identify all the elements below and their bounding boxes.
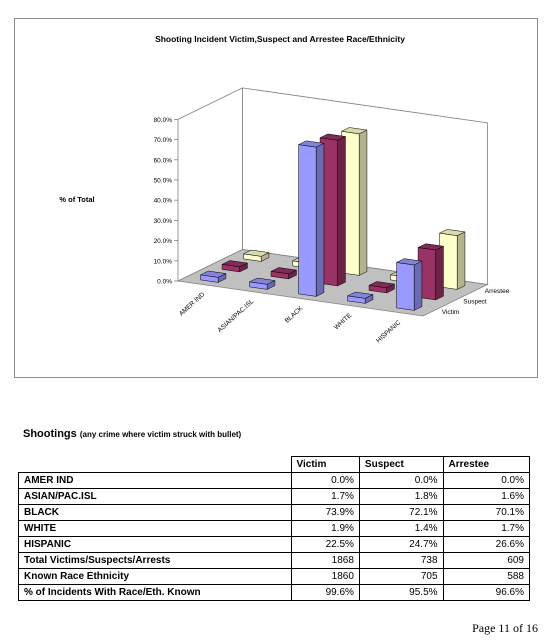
table-cell: 738: [359, 553, 443, 569]
table-header-row: [19, 457, 530, 473]
y-axis-label: % of Total: [59, 195, 95, 204]
chart-title: Shooting Incident Victim,Suspect and Arrestee Race/Ethnicity: [155, 34, 405, 44]
y-tick-label: 70.0%: [153, 137, 172, 145]
table-row: [19, 473, 530, 489]
table-cell: 96.6%: [443, 585, 529, 601]
table-cell: 1.9%: [291, 521, 359, 537]
section-heading: [23, 428, 241, 440]
series-label: Victim: [441, 308, 460, 316]
y-tick-label: 10.0%: [153, 258, 172, 266]
y-tick-label: 60.0%: [153, 157, 172, 165]
y-tick-label: 40.0%: [153, 197, 172, 205]
bar-victim: [299, 141, 324, 297]
y-tick-label: 80.0%: [153, 116, 172, 124]
row-label: WHITE: [19, 521, 292, 537]
table-cell: 95.5%: [359, 585, 443, 601]
table-cell: 1.6%: [443, 489, 529, 505]
bar-victim: [397, 259, 422, 311]
column-header: Suspect: [359, 457, 443, 473]
series-label: Suspect: [463, 298, 487, 306]
table-cell: 705: [359, 569, 443, 585]
table-cell: 99.6%: [291, 585, 359, 601]
row-label: Known Race Ethnicity: [19, 569, 292, 585]
section-subtitle: (any crime where victim struck with bullet): [79, 430, 242, 439]
table-cell: 609: [443, 553, 529, 569]
table-row: [19, 521, 530, 537]
x-tick-label: ASIAN/PAC.ISL: [216, 298, 256, 334]
table-cell: 26.6%: [443, 537, 529, 553]
table-cell: 73.9%: [291, 505, 359, 521]
row-label: BLACK: [19, 505, 292, 521]
row-label: HISPANIC: [19, 537, 292, 553]
side-wall: [178, 88, 243, 281]
row-label: AMER IND: [19, 473, 292, 489]
y-tick-label: 50.0%: [153, 177, 172, 185]
table-row: [19, 489, 530, 505]
y-tick-label: 0.0%: [157, 278, 172, 286]
column-header: Victim: [291, 457, 359, 473]
series-label: Arrestee: [484, 287, 510, 295]
table-row: [19, 553, 530, 569]
x-tick-label: BLACK: [283, 305, 305, 325]
chart-frame: [14, 18, 538, 378]
row-label: Total Victims/Suspects/Arrests: [19, 553, 292, 569]
x-tick-label: HISPANIC: [375, 319, 403, 345]
table-cell: 1.4%: [359, 521, 443, 537]
column-header: Arrestee: [443, 457, 529, 473]
table-row: [19, 585, 530, 601]
table-cell: 1.7%: [291, 489, 359, 505]
table-cell: 72.1%: [359, 505, 443, 521]
table-cell: 588: [443, 569, 529, 585]
shooting-race-chart: [15, 19, 537, 377]
table-cell: 0.0%: [359, 473, 443, 489]
table-cell: 24.7%: [359, 537, 443, 553]
x-tick-label: AMER IND: [177, 291, 207, 318]
page-number: Page 11 of 16: [472, 621, 538, 635]
y-tick-label: 30.0%: [153, 217, 172, 225]
table-cell: 1868: [291, 553, 359, 569]
x-tick-label: WHITE: [333, 312, 354, 332]
table-cell: 0.0%: [443, 473, 529, 489]
table-row: [19, 505, 530, 521]
y-tick-label: 20.0%: [153, 238, 172, 246]
table-cell: 70.1%: [443, 505, 529, 521]
row-label: ASIAN/PAC.ISL: [19, 489, 292, 505]
table-cell: 1860: [291, 569, 359, 585]
table-cell: 1.7%: [443, 521, 529, 537]
section-title: Shootings: [23, 428, 77, 440]
row-label: % of Incidents With Race/Eth. Known: [19, 585, 292, 601]
table-cell: 22.5%: [291, 537, 359, 553]
table-cell: 1.8%: [359, 489, 443, 505]
table-cell: 0.0%: [291, 473, 359, 489]
race-table: [18, 456, 530, 601]
table-row: [19, 569, 530, 585]
table-row: [19, 537, 530, 553]
